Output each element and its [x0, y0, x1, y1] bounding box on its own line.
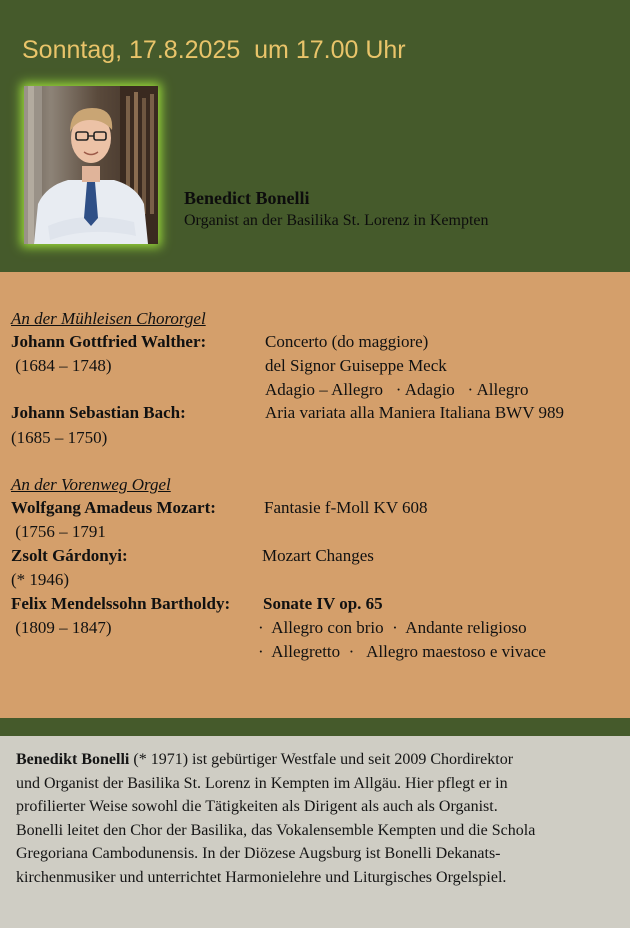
- composer-mozart: Wolfgang Amadeus Mozart:: [11, 498, 216, 517]
- years-mendelssohn: (1809 – 1847): [11, 618, 112, 637]
- performer-photo: [24, 86, 158, 244]
- divider-strip: [0, 718, 630, 736]
- performer-info: [184, 187, 489, 233]
- bio-line-1: [16, 748, 616, 772]
- program-panel: [0, 272, 630, 718]
- concert-date: Sonntag, 17.8.2025 um 17.00 Uhr: [22, 36, 406, 64]
- bio-line-4: Bonelli leitet den Chor der Basilika, das Vokalensemble Kempten und die Schola: [16, 821, 536, 839]
- years-bach: (1685 – 1750): [11, 428, 108, 447]
- bio-line-1-rest: (* 1971) ist gebürtiger Westfale und seit 2009 Chordirektor: [129, 751, 514, 768]
- work-bach: Aria variata alla Maniera Italiana BWV 989: [265, 403, 564, 422]
- years-walther: (1684 – 1748): [11, 356, 112, 375]
- biography-panel: [0, 736, 630, 928]
- bio-line-6: kirchenmusiker und unterrichtet Harmonielehre und Liturgisches Orgelspiel.: [16, 868, 507, 886]
- work-walther-movements: Adagio – Allegro · Adagio · Allegro: [265, 380, 529, 399]
- bio-name: Benedikt Bonelli: [16, 751, 130, 768]
- work-mendelssohn-movements-1: · Allegro con brio · Andante religioso: [258, 618, 527, 637]
- bio-line-2: und Organist der Basilika St. Lorenz in Kempten im Allgäu. Hier pflegt er in: [16, 774, 508, 792]
- work-gardonyi: Mozart Changes: [262, 546, 374, 565]
- performer-role: Organist an der Basilika St. Lorenz in Kempten: [184, 212, 489, 229]
- work-walther-subtitle: del Signor Guiseppe Meck: [265, 356, 447, 375]
- header-panel: [0, 0, 630, 272]
- work-mendelssohn-title: Sonate IV op. 65: [263, 594, 383, 613]
- biography-text: [16, 748, 616, 889]
- section-title-choir-organ: An der Mühleisen Chororgel: [11, 309, 206, 328]
- section-title-vorenweg-organ: An der Vorenweg Orgel: [11, 475, 171, 494]
- work-mendelssohn-movements-2: · Allegretto · Allegro maestoso e vivace: [258, 642, 546, 661]
- composer-bach: Johann Sebastian Bach:: [11, 403, 186, 422]
- composer-mendelssohn: Felix Mendelssohn Bartholdy:: [11, 594, 231, 613]
- composer-walther: Johann Gottfried Walther:: [11, 332, 207, 351]
- bio-line-3: profilierter Weise sowohl die Tätigkeiten als Dirigent als auch als Organist.: [16, 798, 498, 815]
- years-mozart: (1756 – 1791: [11, 522, 106, 541]
- bio-line-5: Gregoriana Cambodunensis. In der Diözese Augsburg ist Bonelli Dekanats-: [16, 845, 501, 862]
- performer-name: Benedict Bonelli: [184, 188, 310, 208]
- work-mozart: Fantasie f-Moll KV 608: [264, 498, 428, 517]
- work-walther-title: Concerto (do maggiore): [265, 332, 429, 351]
- composer-gardonyi: Zsolt Gárdonyi:: [11, 546, 128, 565]
- years-gardonyi: (* 1946): [11, 570, 70, 589]
- performer-portrait-image: [24, 86, 158, 244]
